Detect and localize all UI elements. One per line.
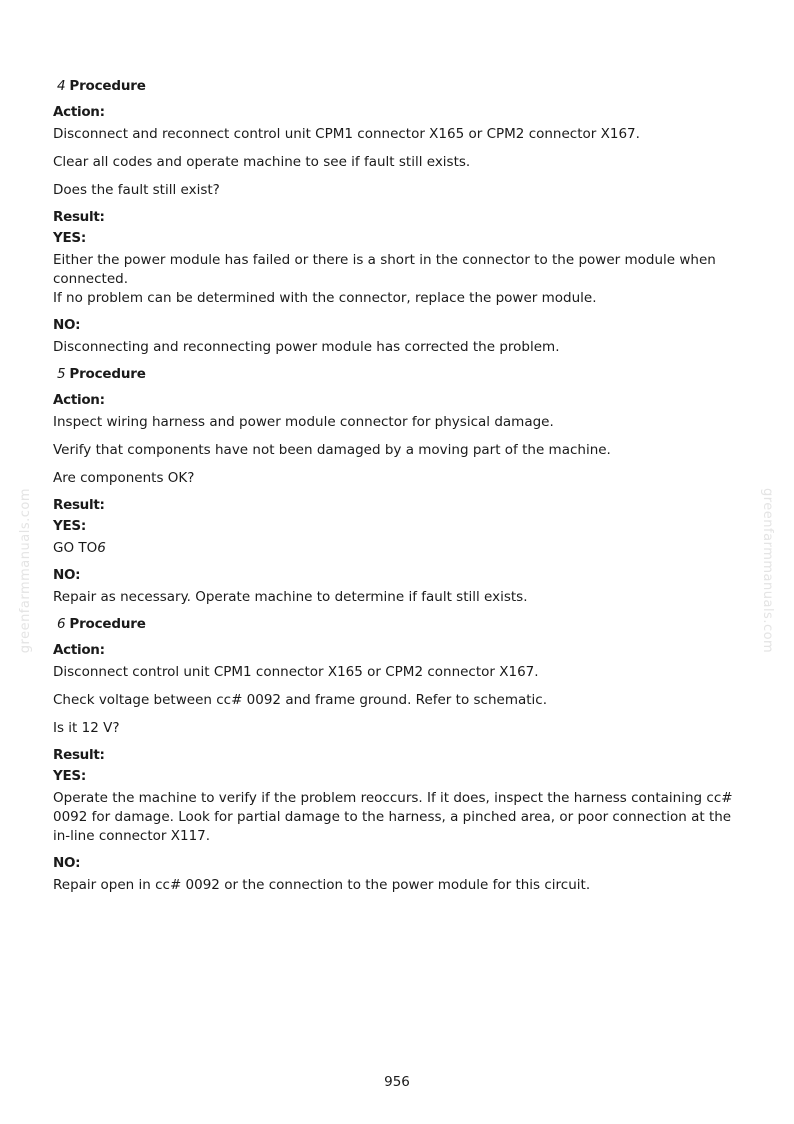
- procedure-number: 6: [57, 616, 66, 632]
- procedure-heading: [53, 78, 743, 94]
- result-label: Result:: [53, 209, 105, 225]
- result-label: Result:: [53, 747, 105, 763]
- action-label: Action:: [53, 104, 105, 120]
- yes-text: Either the power module has failed or there is a short in the connector to the power module when connected.: [53, 252, 716, 287]
- action-question: Is it 12 V?: [53, 720, 120, 736]
- watermark-left: greenfarmmanuals.com: [18, 488, 33, 654]
- yes-text: Operate the machine to verify if the problem reoccurs. If it does, inspect the harness containing cc# 0092 for damage. Look for partial damage to the harness, a pinched area, or poor connection at the in-line connector X117.: [53, 790, 733, 844]
- goto-text: GO TO: [53, 540, 98, 556]
- action-text: Disconnect and reconnect control unit CPM1 connector X165 or CPM2 connector X167.: [53, 126, 640, 142]
- page-content: [53, 78, 743, 904]
- no-text: Repair as necessary. Operate machine to determine if fault still exists.: [53, 589, 528, 605]
- procedure-heading: [53, 616, 743, 632]
- yes-label: YES:: [53, 518, 86, 534]
- action-text: Check voltage between cc# 0092 and frame ground. Refer to schematic.: [53, 692, 547, 708]
- procedure-6: [53, 616, 743, 895]
- procedure-title: Procedure: [69, 78, 146, 94]
- goto-number: 6: [97, 540, 106, 556]
- action-question: Does the fault still exist?: [53, 182, 220, 198]
- procedure-number: 4: [57, 78, 66, 94]
- yes-text: If no problem can be determined with the connector, replace the power module.: [53, 290, 597, 306]
- no-label: NO:: [53, 567, 81, 583]
- watermark-right: greenfarmmanuals.com: [760, 488, 775, 654]
- yes-label: YES:: [53, 768, 86, 784]
- goto-link[interactable]: [53, 539, 743, 558]
- no-label: NO:: [53, 317, 81, 333]
- page-number: 956: [384, 1074, 410, 1090]
- procedure-title: Procedure: [69, 366, 146, 382]
- no-text: Disconnecting and reconnecting power module has corrected the problem.: [53, 339, 560, 355]
- action-text: Inspect wiring harness and power module connector for physical damage.: [53, 414, 554, 430]
- action-text: Clear all codes and operate machine to see if fault still exists.: [53, 154, 471, 170]
- no-text: Repair open in cc# 0092 or the connection to the power module for this circuit.: [53, 877, 591, 893]
- action-label: Action:: [53, 392, 105, 408]
- result-label: Result:: [53, 497, 105, 513]
- procedure-4: [53, 78, 743, 357]
- yes-label: YES:: [53, 230, 86, 246]
- no-label: NO:: [53, 855, 81, 871]
- action-text: Disconnect control unit CPM1 connector X165 or CPM2 connector X167.: [53, 664, 539, 680]
- action-text: Verify that components have not been damaged by a moving part of the machine.: [53, 442, 611, 458]
- action-question: Are components OK?: [53, 470, 195, 486]
- procedure-title: Procedure: [69, 616, 146, 632]
- procedure-5: [53, 366, 743, 607]
- action-label: Action:: [53, 642, 105, 658]
- procedure-heading: [53, 366, 743, 382]
- procedure-number: 5: [57, 366, 66, 382]
